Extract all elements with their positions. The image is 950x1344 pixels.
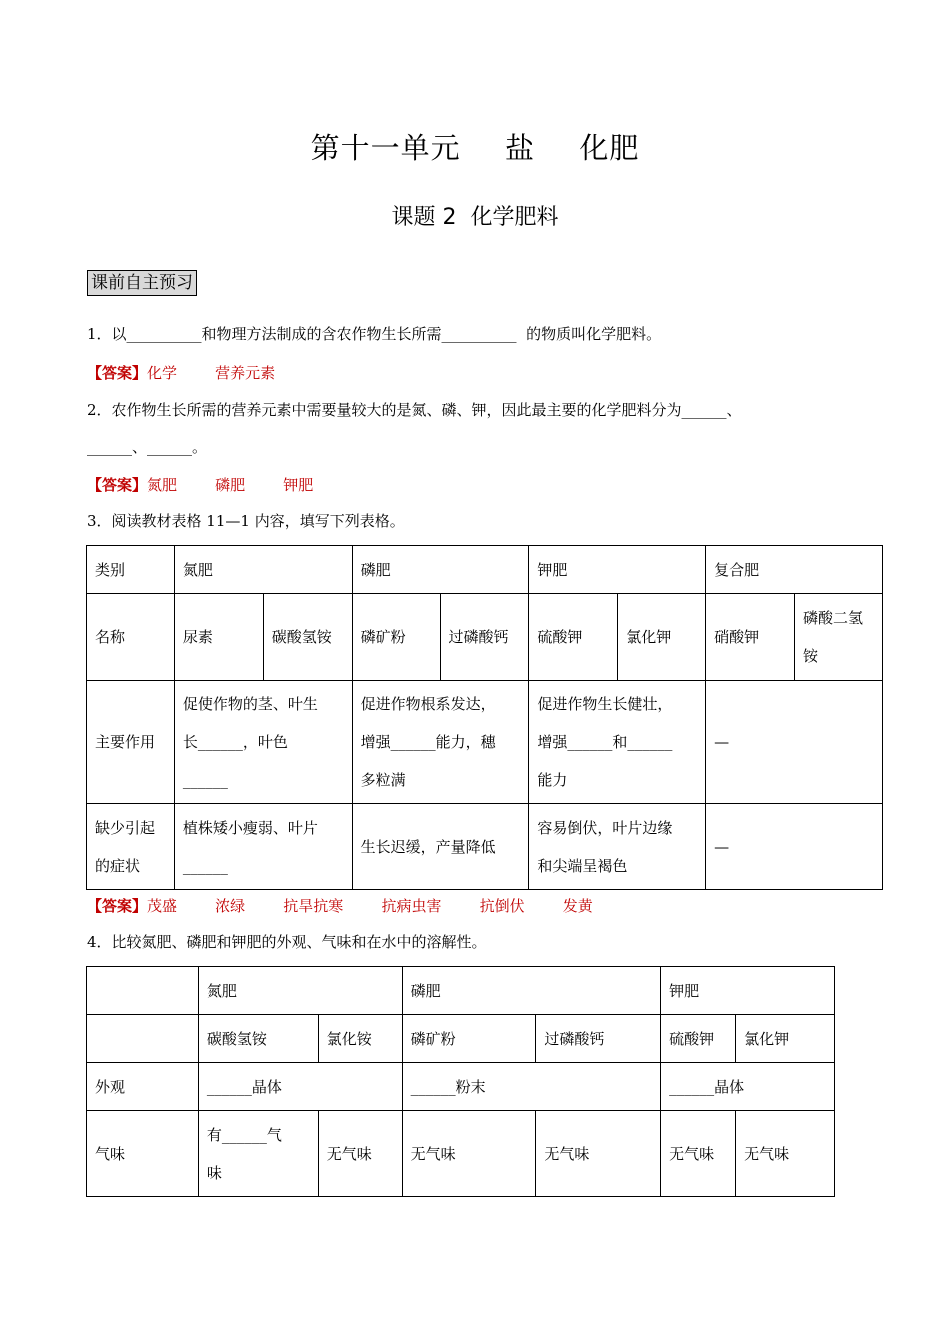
header-phosphorus: 磷肥 — [352, 546, 529, 594]
cell-line: ______ — [182, 771, 228, 789]
table-cell — [529, 804, 706, 890]
cell-line: ______ — [182, 856, 228, 875]
table-cell — [87, 967, 199, 1015]
cell-line: 促进作物生长健壮， — [537, 695, 673, 713]
table-cell: 过磷酸钙 — [440, 594, 529, 681]
header-potassium: 钾肥 — [529, 546, 706, 594]
cell-line: 磷酸二氢 — [803, 609, 864, 627]
answer-3 — [87, 897, 593, 915]
cell-line: 能力 — [537, 771, 568, 789]
cell-line: 的症状 — [95, 856, 141, 875]
table-cell: — — [706, 804, 883, 890]
table-cell: ______晶体 — [661, 1063, 835, 1111]
comparison-table — [86, 966, 835, 1197]
cell-line: 植株矮小瘦弱、叶片 — [182, 818, 318, 837]
cell-line: 多粒满 — [360, 771, 406, 789]
cell-line: 有______气 — [206, 1125, 282, 1144]
header-nitrogen: 氮肥 — [174, 546, 352, 594]
table-cell: 过磷酸钙 — [536, 1015, 661, 1063]
table-cell: ______晶体 — [198, 1063, 402, 1111]
answer-1 — [87, 364, 275, 382]
fertilizer-table — [86, 545, 883, 890]
answer-tag: 【答案】 — [87, 364, 148, 382]
answer-text: 氮肥 磷肥 钾肥 — [147, 476, 314, 494]
table-row — [87, 681, 883, 804]
answer-text: 茂盛 浓绿 抗旱抗寒 抗病虫害 抗倒伏 发黄 — [147, 897, 593, 915]
name-label: 名称 — [87, 594, 175, 681]
table-cell: 无气味 — [318, 1111, 402, 1197]
smell-label: 气味 — [87, 1111, 199, 1197]
table-cell: ______粉末 — [402, 1063, 661, 1111]
question-2-line1: 2．农作物生长所需的营养元素中需要量较大的是氮、磷、钾，因此最主要的化学肥料分为______、 — [87, 401, 742, 419]
table-cell: 磷矿粉 — [402, 1015, 536, 1063]
table-cell: 生长迟缓，产量降低 — [352, 804, 529, 890]
table-cell: — — [706, 681, 883, 804]
cell-line: 增强______和______ — [537, 733, 673, 751]
table-cell: 硫酸钾 — [661, 1015, 736, 1063]
header-category: 类别 — [87, 546, 175, 594]
section-label: 课前自主预习 — [87, 270, 197, 296]
question-1: 1．以__________和物理方法制成的含农作物生长所需__________ 的物质叫化学肥料。 — [87, 325, 662, 343]
cell-line: 长______，叶色 — [182, 733, 288, 751]
table-row — [87, 1111, 835, 1197]
question-4: 4．比较氮肥、磷肥和钾肥的外观、气味和在水中的溶解性。 — [87, 933, 487, 951]
table-cell: 碳酸氢铵 — [263, 594, 352, 681]
cell-line: 铵 — [803, 647, 819, 665]
cell-line: 增强______能力，穗 — [360, 733, 496, 751]
table-row — [87, 804, 883, 890]
table-row — [87, 594, 883, 681]
function-label: 主要作用 — [87, 681, 175, 804]
table-cell — [174, 681, 352, 804]
table-cell: 氯化铵 — [318, 1015, 402, 1063]
cell-line: 促使作物的茎、叶生 — [182, 695, 318, 713]
table-cell — [87, 1015, 199, 1063]
table-cell: 氯化钾 — [618, 594, 706, 681]
header-potassium: 钾肥 — [661, 967, 835, 1015]
table-cell — [529, 681, 706, 804]
table-cell — [352, 681, 529, 804]
table-cell: 硝酸钾 — [706, 594, 795, 681]
answer-2 — [87, 476, 313, 494]
table-cell: 无气味 — [661, 1111, 736, 1197]
header-phosphorus: 磷肥 — [402, 967, 661, 1015]
table-row — [87, 1015, 835, 1063]
lesson-subtitle: 课题 2 化学肥料 — [391, 205, 559, 230]
table-cell — [795, 594, 883, 681]
table-row — [87, 967, 835, 1015]
question-2-line2: ______、______。 — [87, 438, 208, 456]
table-cell — [198, 1111, 318, 1197]
table-cell: 无气味 — [536, 1111, 661, 1197]
table-row — [87, 546, 883, 594]
table-cell: 氯化钾 — [736, 1015, 835, 1063]
cell-line: 容易倒伏，叶片边缘 — [537, 818, 673, 837]
question-3: 3．阅读教材表格 11—1 内容，填写下列表格。 — [87, 512, 405, 530]
cell-line: 和尖端呈褐色 — [537, 856, 628, 875]
table-cell: 尿素 — [174, 594, 263, 681]
deficiency-label — [87, 804, 175, 890]
cell-line: 味 — [206, 1163, 222, 1182]
table-cell: 碳酸氢铵 — [198, 1015, 318, 1063]
table-cell: 无气味 — [402, 1111, 536, 1197]
answer-tag: 【答案】 — [87, 897, 148, 915]
page-title: 第十一单元 盐 化肥 — [310, 131, 640, 165]
cell-line: 缺少引起 — [95, 818, 156, 837]
answer-text: 化学 营养元素 — [147, 364, 276, 382]
appearance-label: 外观 — [87, 1063, 199, 1111]
table-row — [87, 1063, 835, 1111]
table-cell: 无气味 — [736, 1111, 835, 1197]
header-nitrogen: 氮肥 — [198, 967, 402, 1015]
table-cell: 磷矿粉 — [352, 594, 440, 681]
cell-line: 促进作物根系发达， — [360, 695, 496, 713]
header-compound: 复合肥 — [706, 546, 883, 594]
answer-tag: 【答案】 — [87, 476, 148, 494]
table-cell — [174, 804, 352, 890]
table-cell: 硫酸钾 — [529, 594, 618, 681]
